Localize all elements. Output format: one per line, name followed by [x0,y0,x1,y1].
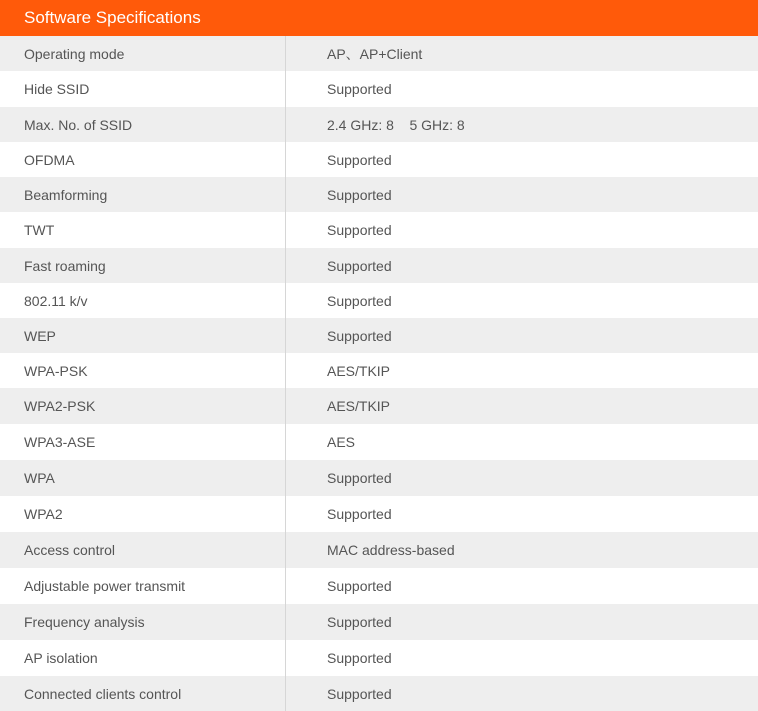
spec-value: Supported [327,685,392,702]
spec-label: TWT [0,212,286,248]
spec-label: Operating mode [0,36,286,71]
spec-row [0,460,758,496]
spec-row [0,71,758,107]
spec-value: Supported [327,81,392,97]
spec-label: WPA3-ASE [0,424,286,460]
spec-label: OFDMA [0,142,286,177]
spec-label: 802.11 k/v [0,283,286,318]
spec-row [0,248,758,283]
spec-value: Supported [327,470,392,486]
spec-row [0,496,758,532]
spec-label: Frequency analysis [0,604,286,640]
spec-value: MAC address-based [327,542,455,558]
spec-label: WPA [0,460,286,496]
spec-value: Supported [327,614,392,630]
spec-value: Supported [327,327,392,344]
spec-row [0,388,758,424]
spec-row [0,107,758,142]
spec-value: Supported [327,578,392,594]
spec-label: Access control [0,532,286,568]
spec-row [0,532,758,568]
spec-value: Supported [327,506,392,522]
spec-value: Supported [327,222,392,238]
spec-label: Connected clients control [0,676,286,711]
spec-row [0,676,758,711]
spec-value: Supported [327,257,392,274]
spec-value: Supported [327,151,392,168]
spec-label: Hide SSID [0,71,286,107]
spec-row [0,568,758,604]
spec-value: Supported [327,650,392,666]
spec-value: AES/TKIP [327,362,391,379]
spec-label: WPA-PSK [0,353,286,388]
spec-label: Fast roaming [0,248,286,283]
spec-value: Supported [327,292,392,309]
spec-row [0,604,758,640]
spec-value: AES [327,434,356,450]
spec-row [0,353,758,388]
spec-value: 2.4 GHz: 8 5 GHz: 8 [327,116,465,133]
spec-row [0,318,758,353]
spec-row [0,36,758,71]
spec-row [0,142,758,177]
spec-label: WPA2 [0,496,286,532]
spec-table-title: Software Specifications [0,0,758,36]
spec-label: WEP [0,318,286,353]
spec-row [0,283,758,318]
spec-row [0,424,758,460]
spec-row [0,177,758,212]
spec-label: WPA2-PSK [0,388,286,424]
spec-label: Beamforming [0,177,286,212]
spec-label: AP isolation [0,640,286,676]
spec-label: Max. No. of SSID [0,107,286,142]
spec-row [0,640,758,676]
spec-row [0,212,758,248]
spec-label: Adjustable power transmit [0,568,286,604]
spec-value: Supported [327,186,392,203]
spec-value: AES/TKIP [327,398,391,414]
spec-table-body [0,36,758,711]
spec-value: AP、AP+Client [327,45,423,62]
